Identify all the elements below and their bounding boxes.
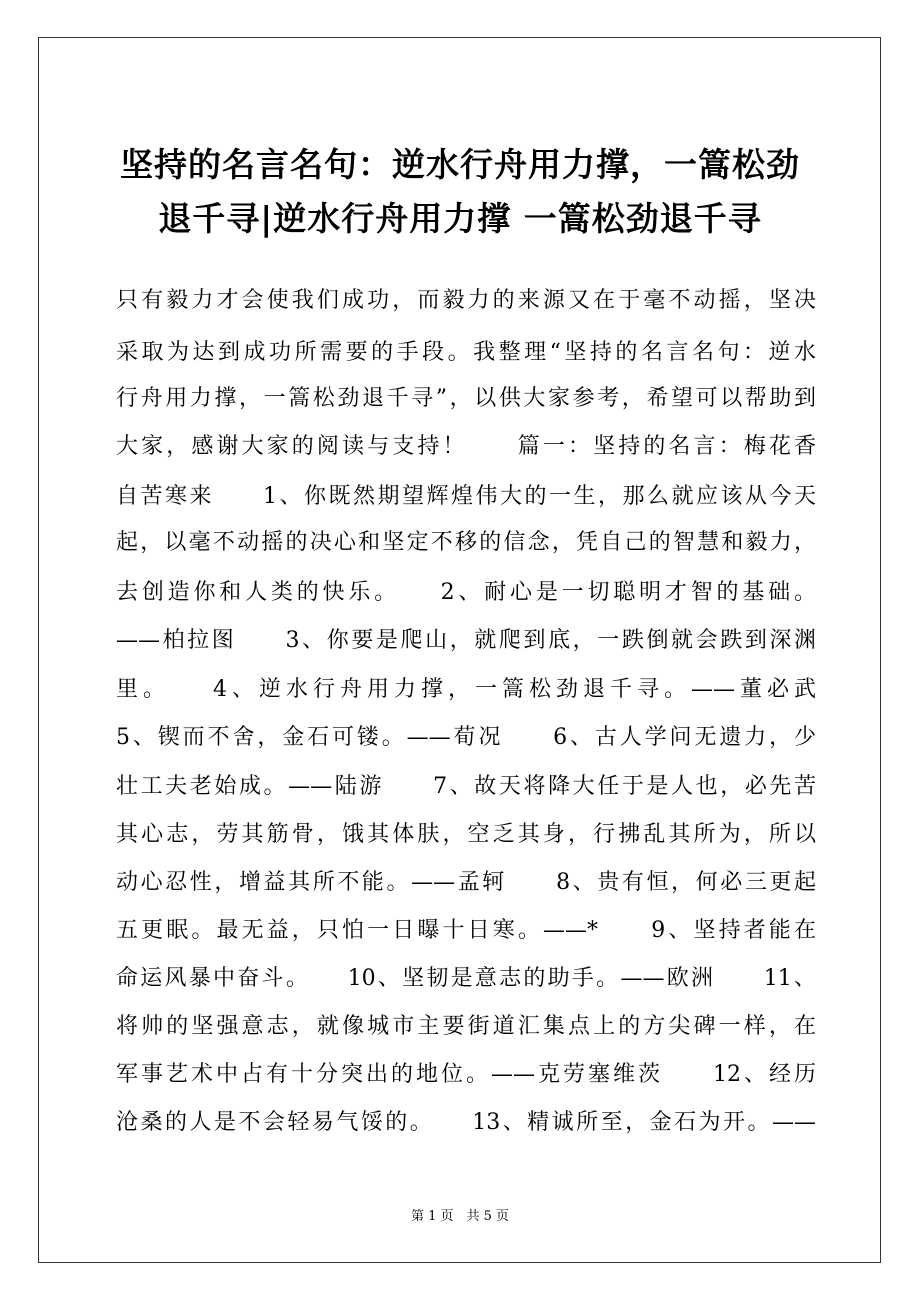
- body-line: 去创造你和人类的快乐。 2、耐心是一切聪明才智的基础。: [116, 580, 816, 605]
- body-line: 采取为达到成功所需要的手段。我整理“坚持的名言名句：逆水: [116, 340, 816, 365]
- body-line: 5、锲而不舍，金石可镂。——荀况 6、古人学问无遗力，少: [116, 725, 816, 750]
- body-line: 军事艺术中占有十分突出的地位。——克劳塞维茨 12、经历: [116, 1062, 816, 1087]
- page-footer: 第 1 页 共 5 页: [410, 1209, 510, 1224]
- body-line: ——柏拉图 3、你要是爬山，就爬到底，一跌倒就会跌到深渊: [116, 628, 816, 653]
- body-line: 沧桑的人是不会轻易气馁的。 13、精诚所至，金石为开。——: [116, 1110, 816, 1135]
- body-line: 其心志，劳其筋骨，饿其体肤，空乏其身，行拂乱其所为，所以: [116, 822, 816, 847]
- body-line: 里。 4、逆水行舟用力撑，一篙松劲退千寻。——董必武: [116, 677, 816, 702]
- document-title-line-1: 坚持的名言名句：逆水行舟用力撑，一篙松劲: [120, 145, 800, 184]
- body-line: 行舟用力撑，一篙松劲退千寻”，以供大家参考，希望可以帮助到: [116, 386, 816, 411]
- body-line: 壮工夫老始成。——陆游 7、故天将降大任于是人也，必先苦: [116, 774, 816, 799]
- body-line: 自苦寒来 1、你既然期望辉煌伟大的一生，那么就应该从今天: [116, 484, 816, 509]
- document-title-line-2: 退千寻|逆水行舟用力撑 一篙松劲退千寻: [158, 199, 762, 238]
- body-line: 命运风暴中奋斗。 10、坚韧是意志的助手。——欧洲 11、: [116, 966, 816, 991]
- body-line: 大家，感谢大家的阅读与支持！ 篇一：坚持的名言：梅花香: [116, 434, 816, 459]
- body-line: 只有毅力才会使我们成功，而毅力的来源又在于毫不动摇，坚决: [116, 288, 816, 313]
- body-line: 起，以毫不动摇的决心和坚定不移的信念，凭自己的智慧和毅力，: [116, 530, 816, 555]
- body-line: 将帅的坚强意志，就像城市主要街道汇集点上的方尖碑一样，在: [116, 1014, 816, 1039]
- body-line: 五更眠。最无益，只怕一日曝十日寒。——* 9、坚持者能在: [116, 918, 816, 943]
- body-line: 动心忍性，增益其所不能。——孟轲 8、贵有恒，何必三更起: [116, 870, 816, 895]
